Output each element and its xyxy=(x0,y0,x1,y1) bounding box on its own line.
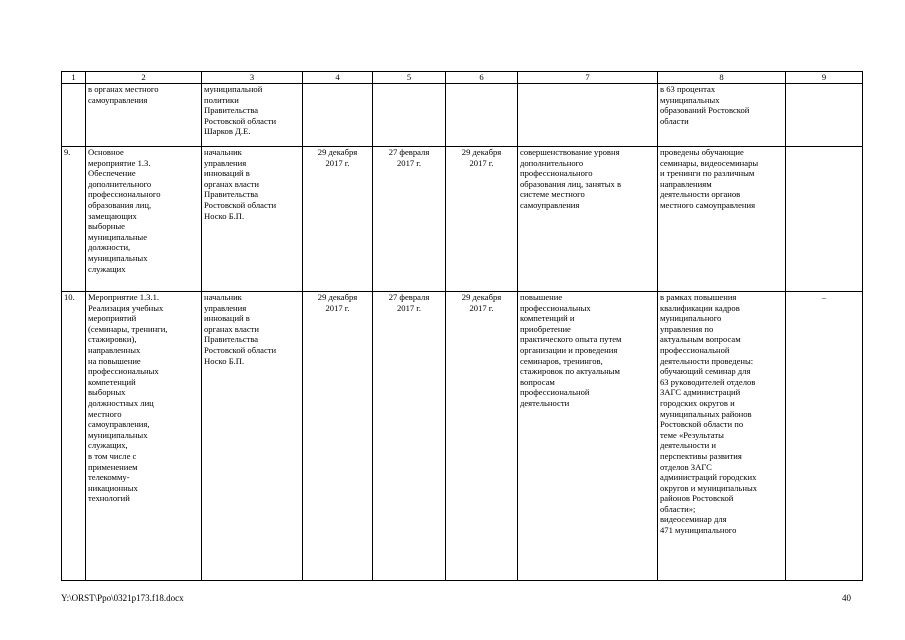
table-row-10 xyxy=(62,292,863,581)
actual-result: в 63 процентах муниципальных образований Ростовской области xyxy=(658,84,786,147)
actual-result: проведены обучающие семинары, видеосеминары и тренинги по различным направлениям деятельности органов местного самоуправления xyxy=(658,147,786,292)
plan-report-table xyxy=(61,71,863,581)
notes: – xyxy=(786,292,863,581)
column-number-8: 8 xyxy=(658,72,786,84)
actual-start-date: 27 февраля 2017 г. xyxy=(373,147,446,292)
activity-name: Мероприятие 1.3.1. Реализация учебных мероприятий (семинары, тренинги, стажировки), направленных на повышение профессиональных компетенций выборных должностных лиц местного самоуправления, муниципальных служащих, в том числе с применением телекомму- никационных технологий xyxy=(86,292,202,581)
responsible-executor: начальник управления инноваций в органах власти Правительства Ростовской области Носко Б.П. xyxy=(202,292,303,581)
document-file-path: Y:\ORST\Ppo\0321p173.f18.docx xyxy=(61,593,184,603)
activity-name: Основное мероприятие 1.3. Обеспечение дополнительного профессионального образования лиц, замещающих выборные муниципальные должности, муниципальных служащих xyxy=(86,147,202,292)
actual-start-date: 27 февраля 2017 г. xyxy=(373,292,446,581)
table-header-row xyxy=(62,72,863,84)
planned-date: 29 декабря 2017 г. xyxy=(303,292,373,581)
column-number-9: 9 xyxy=(786,72,863,84)
row-number xyxy=(62,84,86,147)
actual-start-date xyxy=(373,84,446,147)
page-number: 40 xyxy=(842,593,851,603)
notes xyxy=(786,84,863,147)
planned-date xyxy=(303,84,373,147)
activity-name: в органах местного самоуправления xyxy=(86,84,202,147)
column-number-5: 5 xyxy=(373,72,446,84)
actual-end-date: 29 декабря 2017 г. xyxy=(446,147,518,292)
planned-date: 29 декабря 2017 г. xyxy=(303,147,373,292)
table-row-9 xyxy=(62,147,863,292)
column-number-4: 4 xyxy=(303,72,373,84)
column-number-6: 6 xyxy=(446,72,518,84)
column-number-3: 3 xyxy=(202,72,303,84)
responsible-executor: начальник управления инноваций в органах власти Правительства Ростовской области Носко Б.П. xyxy=(202,147,303,292)
planned-result: повышение профессиональных компетенций и приобретение практического опыта путем организации и проведения семинаров, тренингов, стажировок по актуальным вопросам профессиональной деятельности xyxy=(518,292,658,581)
actual-result: в рамках повышения квалификации кадров муниципального управления по актуальным вопросам профессиональной деятельности проведены: обучающий семинар для 63 руководителей отделов ЗАГС администраций городских округов и муниципальных районов Ростовской области по теме «Результаты деятельности и перспективы развития отделов ЗАГС администраций городских округов и муниципальных районов Ростовской области»; видеосеминар для 471 муниципального xyxy=(658,292,786,581)
row-number: 10. xyxy=(62,292,86,581)
notes xyxy=(786,147,863,292)
planned-result xyxy=(518,84,658,147)
column-number-2: 2 xyxy=(86,72,202,84)
row-number: 9. xyxy=(62,147,86,292)
actual-end-date xyxy=(446,84,518,147)
planned-result: совершенствование уровня дополнительного профессионального образования лиц, занятых в системе местного самоуправления xyxy=(518,147,658,292)
actual-end-date: 29 декабря 2017 г. xyxy=(446,292,518,581)
column-number-1: 1 xyxy=(62,72,86,84)
responsible-executor: муниципальной политики Правительства Ростовской области Шарков Д.Е. xyxy=(202,84,303,147)
column-number-7: 7 xyxy=(518,72,658,84)
table-row-continuation xyxy=(62,84,863,147)
